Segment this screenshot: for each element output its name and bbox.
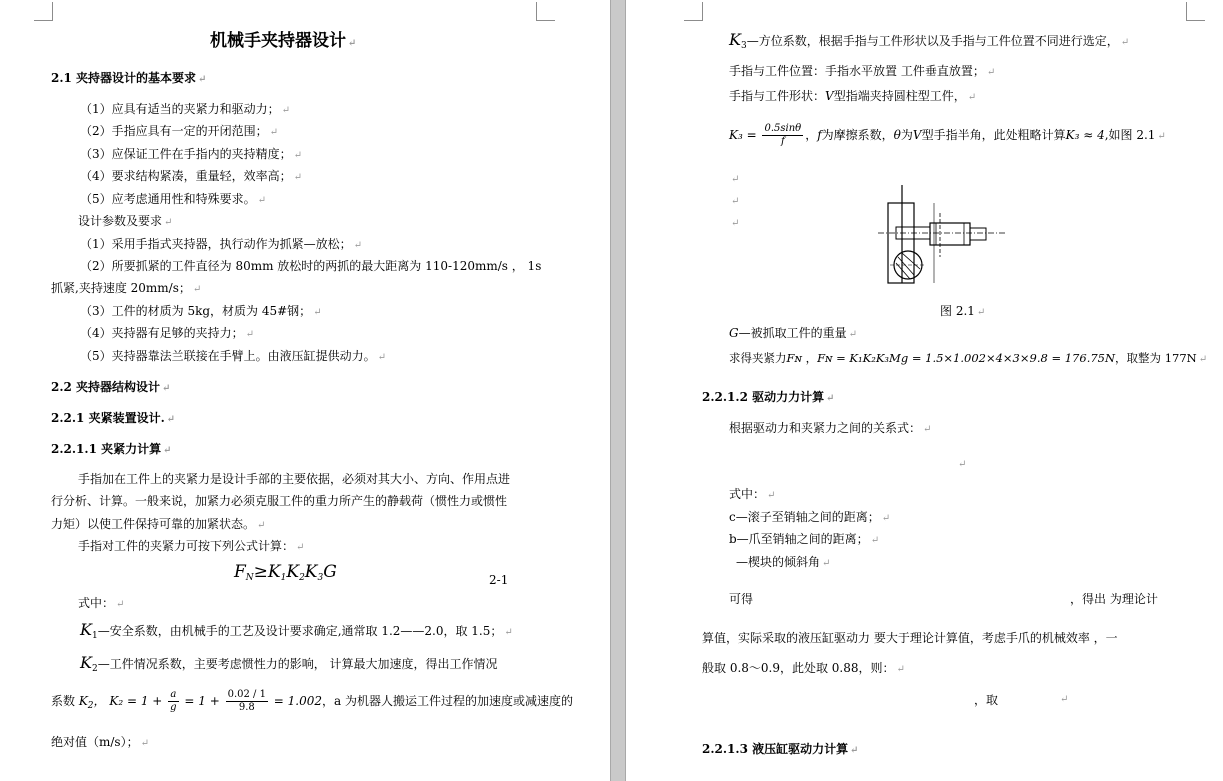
param-item: （5）夹持器靠法兰联接在手臂上。由液压缸提供动力。 ↵: [80, 349, 387, 363]
finger-position-line: 手指与工件位置：手指水平放置 工件垂直放置； ↵: [729, 64, 996, 78]
param-item: （4）夹持器有足够的夹持力； ↵: [80, 326, 255, 340]
req-item: （2）手指应具有一定的开闭范围； ↵: [80, 124, 279, 138]
clamp-force-result: 求得夹紧力Fɴ ，Fɴ = K₁K₂K₃Mg = 1.5×1.002×4×3×9.8 = 176.75N，取整为 177N ↵: [729, 351, 1208, 365]
empty-paragraph-mark: ↵: [1060, 694, 1069, 705]
page-gutter: [610, 0, 626, 781]
empty-paragraph-mark: ↵: [731, 174, 740, 185]
body-paragraph-line: 力矩）以使工件保持可靠的加紧状态。 ↵: [51, 517, 266, 531]
k3-formula-line: K₃ = $\frac{0.5\sin\theta}{f}$ ，f为摩擦系数，θ为V型手指半角，此处粗略计算K₃ ≈ 4,如图 2.1 ↵: [729, 123, 1166, 147]
wedge-angle-definition: —楔块的倾斜角 ↵: [736, 555, 831, 569]
empty-paragraph-mark: ↵: [731, 218, 740, 229]
right-page: [626, 0, 1223, 781]
k2-definition: $K_2—$工件情况系数，主要考虑惯性力的影响， 计算最大加速度，得出工作情况: [80, 653, 498, 674]
efficiency-line: 般取 0.8～0.9，此处取 0.88，则： ↵: [702, 661, 905, 675]
param-item: （3）工件的材质为 5kg，材质为 45#钢； ↵: [80, 304, 322, 318]
body-paragraph-line: 行分析、计算。一般来说，加紧力必须克服工件的重力所产生的静载荷（惯性力或惯性: [51, 494, 508, 508]
where-label: 式中： ↵: [729, 487, 776, 501]
heading-2-2: 2.2 夹持器结构设计 ↵: [51, 380, 171, 394]
body-paragraph-line: 手指加在工件上的夹紧力是设计手部的主要依据，必须对其大小、方向、作用点进: [78, 472, 511, 486]
left-page: [0, 0, 610, 781]
page-corner-top-right: [1186, 2, 1205, 21]
g-definition: G—被抓取工件的重量 ↵: [729, 326, 857, 340]
param-item: （1）采用手指式夹持器，执行动作为抓紧—放松； ↵: [80, 237, 363, 251]
req-item: （5）应考虑通用性和特殊要求。 ↵: [80, 192, 267, 206]
formula-number: 2-1: [489, 573, 509, 587]
heading-2-1: 2.1 夹持器设计的基本要求 ↵: [51, 71, 207, 85]
empty-paragraph-mark: ↵: [958, 459, 967, 470]
param-item: （2）所要抓紧的工件直径为 80mm 放松时的两抓的最大距离为 110-120mm/s ， 1s: [80, 259, 542, 273]
where-label: 式中： ↵: [78, 596, 125, 610]
calc-line: 算值，实际采取的液压缸驱动力 要大于理论计算值，考虑手爪的机械效率 ，一: [702, 631, 1118, 645]
b-definition: b—爪至销轴之间的距离； ↵: [729, 532, 880, 546]
heading-2-2-1-2: 2.2.1.2 驱动力力计算 ↵: [702, 390, 835, 404]
body-paragraph-line: 手指对工件的夹紧力可按下列公式计算： ↵: [78, 539, 305, 553]
k3-definition: $K_3—$方位系数，根据手指与工件形状以及手指与工件位置不同进行选定， ↵: [729, 30, 1130, 51]
k2-formula-line: 系数 $K_2$， K₂ = 1 + $\frac{a}{g}$ = 1 + $\frac{0.02 / 1}{9.8}$ = 1.002，a 为机器人搬运工件过程的加速度或减速度的: [51, 689, 574, 713]
page-corner-top-left: [34, 2, 53, 21]
req-item: （3）应保证工件在手指内的夹持精度； ↵: [80, 147, 303, 161]
req-item: （4）要求结构紧凑，重量轻，效率高； ↵: [80, 169, 303, 183]
req-item: （1）应具有适当的夹紧力和驱动力； ↵: [80, 102, 291, 116]
figure-caption: 图 2.1 ↵: [940, 304, 986, 318]
empty-paragraph-mark: ↵: [731, 196, 740, 207]
obtain-result: ，得出 为理论计: [1070, 592, 1158, 606]
gripper-figure: [876, 183, 1012, 287]
param-item-continued: 抓紧,夹持速度 20mm/s； ↵: [51, 281, 202, 295]
page-corner-top-left: [684, 2, 703, 21]
obtain-label: 可得: [729, 592, 754, 606]
c-definition: c—滚子至销轴之间的距离； ↵: [729, 510, 891, 524]
heading-2-2-1-3: 2.2.1.3 液压缸驱动力计算 ↵: [702, 742, 859, 756]
doc-title: 机械手夹持器设计 ↵: [210, 31, 357, 51]
k1-definition: $K_1—$安全系数，由机械手的工艺及设计要求确定,通常取 1.2——2.0，取 1.5； ↵: [80, 620, 513, 641]
abs-value-line: 绝对值（m/s）； ↵: [51, 735, 149, 749]
finger-shape-line: 手指与工件形状：V型指端夹持圆柱型工件， ↵: [729, 89, 977, 103]
take-value-line: ，取: [974, 693, 999, 707]
clamp-force-formula: $F_N\ge K_1K_2K_3G$: [234, 562, 337, 583]
heading-2-2-1: 2.2.1 夹紧装置设计. ↵: [51, 411, 176, 425]
heading-2-2-1-1: 2.2.1.1 夹紧力计算 ↵: [51, 442, 172, 456]
page-corner-top-right: [536, 2, 555, 21]
design-params-label: 设计参数及要求 ↵: [78, 214, 173, 228]
drive-relation-line: 根据驱动力和夹紧力之间的关系式： ↵: [729, 421, 932, 435]
